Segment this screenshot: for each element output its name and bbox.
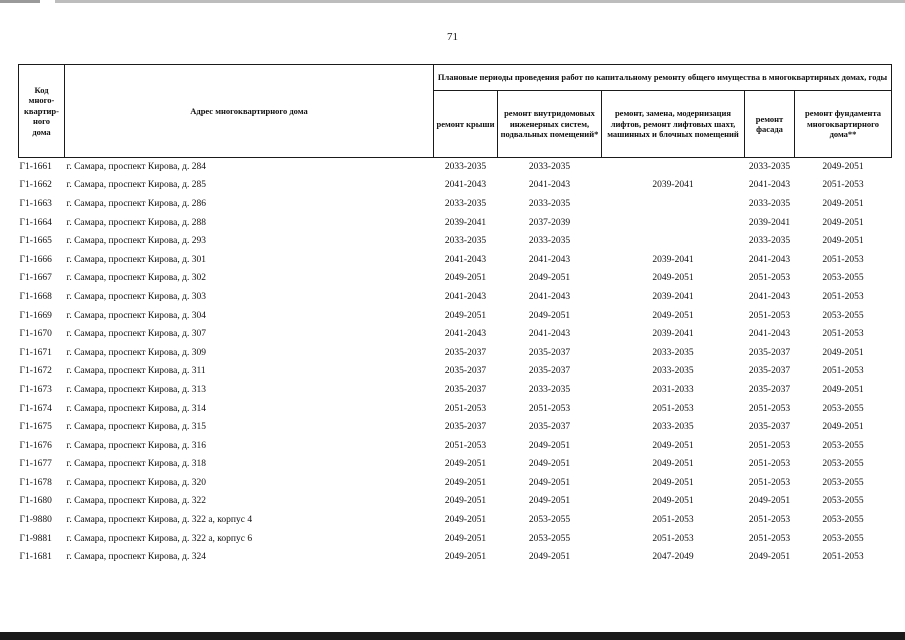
- cell-code: Г1-1665: [19, 236, 52, 247]
- cell-roof: 2049-2051: [444, 533, 487, 544]
- cell-roof: 2049-2051: [444, 552, 487, 563]
- cell-code: Г1-1677: [19, 459, 52, 470]
- cell-code: Г1-1669: [19, 310, 52, 321]
- cell-facade: 2049-2051: [748, 552, 791, 563]
- cell-systems: 2053-2055: [528, 533, 571, 544]
- cell-elevators: 2051-2053: [652, 515, 694, 526]
- cell-roof: 2033-2035: [444, 162, 487, 173]
- cell-systems: 2033-2035: [528, 162, 571, 173]
- cell-roof: 2035-2037: [444, 422, 487, 433]
- table-body: [19, 158, 892, 567]
- cell-elevators: [602, 158, 745, 177]
- cell-code: Г1-1675: [19, 422, 52, 433]
- cell-facade: 2051-2053: [748, 273, 791, 284]
- cell-code: Г1-1674: [19, 403, 52, 414]
- cell-roof: 2051-2053: [444, 440, 487, 451]
- cell-roof: 2039-2041: [444, 217, 487, 228]
- cell-facade: 2051-2053: [748, 310, 791, 321]
- table-row: [19, 548, 892, 567]
- cell-facade: 2033-2035: [748, 236, 791, 247]
- header-address: Адрес многоквартирного дома: [65, 65, 434, 158]
- cell-systems: 2041-2043: [528, 180, 571, 191]
- cell-address: г. Самара, проспект Кирова, д. 293: [66, 236, 206, 247]
- cell-address: г. Самара, проспект Кирова, д. 320: [66, 477, 206, 488]
- cell-code: Г1-9881: [19, 533, 52, 544]
- cell-systems: 2037-2039: [528, 217, 571, 228]
- cell-elevators: 2051-2053: [652, 533, 694, 544]
- cell-roof: 2035-2037: [444, 366, 487, 377]
- cell-address: г. Самара, проспект Кирова, д. 313: [66, 384, 206, 395]
- cell-address: г. Самара, проспект Кирова, д. 285: [66, 180, 206, 191]
- cell-elevators: 2039-2041: [652, 254, 694, 265]
- cell-facade: 2051-2053: [748, 459, 791, 470]
- cell-foundation: 2051-2053: [822, 180, 864, 191]
- cell-address: г. Самара, проспект Кирова, д. 302: [66, 273, 206, 284]
- cell-code: Г1-1667: [19, 273, 52, 284]
- cell-facade: 2039-2041: [748, 217, 791, 228]
- cell-elevators: [602, 195, 745, 214]
- table-row: [19, 213, 892, 232]
- header-facade: ремонт фасада: [745, 91, 795, 158]
- cell-elevators: 2047-2049: [652, 552, 694, 563]
- cell-elevators: 2049-2051: [652, 477, 694, 488]
- cell-code: Г1-9880: [19, 515, 52, 526]
- cell-roof: 2049-2051: [444, 496, 487, 507]
- cell-systems: 2033-2035: [528, 384, 571, 395]
- cell-address: г. Самара, проспект Кирова, д. 284: [66, 162, 206, 173]
- cell-roof: 2035-2037: [444, 347, 487, 358]
- cell-code: Г1-1673: [19, 384, 52, 395]
- cell-facade: 2035-2037: [748, 366, 791, 377]
- cell-foundation: 2053-2055: [822, 459, 864, 470]
- header-elevators: ремонт, замена, модернизация лифтов, ремонт лифтовых шахт, машинных и блочных помещений: [602, 91, 745, 158]
- cell-address: г. Самара, проспект Кирова, д. 311: [66, 366, 206, 377]
- cell-address: г. Самара, проспект Кирова, д. 286: [66, 198, 206, 209]
- cell-systems: 2033-2035: [528, 236, 571, 247]
- cell-systems: 2049-2051: [528, 310, 571, 321]
- cell-code: Г1-1680: [19, 496, 52, 507]
- cell-code: Г1-1661: [19, 162, 52, 173]
- cell-systems: 2053-2055: [528, 515, 571, 526]
- cell-facade: 2035-2037: [748, 347, 791, 358]
- cell-facade: 2051-2053: [748, 477, 791, 488]
- cell-systems: 2051-2053: [528, 403, 571, 414]
- header-systems: ремонт внутридомовых инженерных систем, подвальных помещений*: [498, 91, 602, 158]
- table-row: [19, 529, 892, 548]
- cell-foundation: 2053-2055: [822, 440, 864, 451]
- cell-systems: 2033-2035: [528, 198, 571, 209]
- cell-systems: 2049-2051: [528, 440, 571, 451]
- cell-systems: 2041-2043: [528, 291, 571, 302]
- cell-address: г. Самара, проспект Кирова, д. 301: [66, 254, 206, 265]
- cell-foundation: 2053-2055: [822, 403, 864, 414]
- cell-elevators: 2049-2051: [652, 310, 694, 321]
- cell-code: Г1-1664: [19, 217, 52, 228]
- cell-foundation: 2053-2055: [822, 515, 864, 526]
- cell-elevators: 2049-2051: [652, 273, 694, 284]
- top-scan-rule: [0, 0, 905, 3]
- cell-code: Г1-1662: [19, 180, 52, 191]
- cell-roof: 2049-2051: [444, 459, 487, 470]
- cell-foundation: 2049-2051: [822, 198, 864, 209]
- table-row: [19, 511, 892, 530]
- cell-foundation: 2049-2051: [822, 236, 864, 247]
- cell-elevators: 2051-2053: [652, 403, 694, 414]
- cell-facade: 2049-2051: [748, 496, 791, 507]
- table-row: [19, 343, 892, 362]
- table-row: [19, 288, 892, 307]
- cell-roof: 2041-2043: [444, 180, 487, 191]
- cell-foundation: 2053-2055: [822, 477, 864, 488]
- cell-address: г. Самара, проспект Кирова, д. 322: [66, 496, 206, 507]
- table-row: [19, 362, 892, 381]
- table-row: [19, 158, 892, 177]
- cell-address: г. Самара, проспект Кирова, д. 314: [66, 403, 206, 414]
- cell-foundation: 2051-2053: [822, 366, 864, 377]
- cell-elevators: 2033-2035: [652, 366, 694, 377]
- cell-roof: 2049-2051: [444, 477, 487, 488]
- table-row: [19, 455, 892, 474]
- cell-systems: 2035-2037: [528, 422, 571, 433]
- cell-elevators: 2049-2051: [652, 496, 694, 507]
- cell-systems: 2049-2051: [528, 459, 571, 470]
- cell-address: г. Самара, проспект Кирова, д. 304: [66, 310, 206, 321]
- header-periods-group: Плановые периоды проведения работ по капитальному ремонту общего имущества в многоквартирных домах, годы: [434, 65, 892, 91]
- cell-systems: 2035-2037: [528, 347, 571, 358]
- table-row: [19, 325, 892, 344]
- cell-roof: 2049-2051: [444, 515, 487, 526]
- cell-facade: 2051-2053: [748, 440, 791, 451]
- table-row: [19, 195, 892, 214]
- cell-facade: 2041-2043: [748, 329, 791, 340]
- header-foundation: ремонт фундамента многоквартирного дома**: [795, 91, 892, 158]
- table-row: [19, 269, 892, 288]
- cell-code: Г1-1666: [19, 254, 52, 265]
- header-code: Код много- квартир- ного дома: [19, 65, 65, 158]
- cell-foundation: 2053-2055: [822, 310, 864, 321]
- cell-address: г. Самара, проспект Кирова, д. 322 а, корпус 6: [66, 533, 253, 544]
- cell-code: Г1-1668: [19, 291, 52, 302]
- cell-facade: 2041-2043: [748, 291, 791, 302]
- cell-foundation: 2051-2053: [822, 291, 864, 302]
- table-row: [19, 399, 892, 418]
- cell-code: Г1-1678: [19, 477, 52, 488]
- cell-foundation: 2053-2055: [822, 273, 864, 284]
- cell-elevators: [602, 213, 745, 232]
- table-row: [19, 418, 892, 437]
- cell-systems: 2041-2043: [528, 329, 571, 340]
- table-row: [19, 474, 892, 493]
- cell-foundation: 2049-2051: [822, 347, 864, 358]
- cell-facade: 2051-2053: [748, 533, 791, 544]
- cell-address: г. Самара, проспект Кирова, д. 324: [66, 552, 206, 563]
- cell-roof: 2041-2043: [444, 254, 487, 265]
- cell-systems: 2035-2037: [528, 366, 571, 377]
- cell-code: Г1-1672: [19, 366, 52, 377]
- cell-foundation: 2049-2051: [822, 422, 864, 433]
- cell-roof: 2049-2051: [444, 273, 487, 284]
- header-roof: ремонт крыши: [434, 91, 498, 158]
- table-row: [19, 306, 892, 325]
- page-number: 71: [447, 31, 458, 43]
- cell-foundation: 2051-2053: [822, 329, 864, 340]
- cell-elevators: 2033-2035: [652, 422, 694, 433]
- cell-code: Г1-1670: [19, 329, 52, 340]
- cell-foundation: 2049-2051: [822, 384, 864, 395]
- cell-facade: 2051-2053: [748, 403, 791, 414]
- cell-foundation: 2049-2051: [822, 162, 864, 173]
- table-row: [19, 381, 892, 400]
- cell-facade: 2041-2043: [748, 254, 791, 265]
- table-row: [19, 492, 892, 511]
- cell-elevators: 2033-2035: [652, 347, 694, 358]
- table-row: [19, 436, 892, 455]
- cell-foundation: 2051-2053: [822, 254, 864, 265]
- cell-address: г. Самара, проспект Кирова, д. 316: [66, 440, 206, 451]
- cell-code: Г1-1676: [19, 440, 52, 451]
- cell-facade: 2033-2035: [748, 198, 791, 209]
- cell-address: г. Самара, проспект Кирова, д. 309: [66, 347, 206, 358]
- cell-systems: 2049-2051: [528, 496, 571, 507]
- cell-elevators: 2039-2041: [652, 180, 694, 191]
- table-row: [19, 176, 892, 195]
- table-row: [19, 232, 892, 251]
- cell-address: г. Самара, проспект Кирова, д. 322 а, корпус 4: [66, 515, 253, 526]
- cell-elevators: 2039-2041: [652, 329, 694, 340]
- cell-roof: 2051-2053: [444, 403, 487, 414]
- cell-facade: 2035-2037: [748, 422, 791, 433]
- cell-systems: 2049-2051: [528, 552, 571, 563]
- cell-facade: 2051-2053: [748, 515, 791, 526]
- cell-elevators: 2049-2051: [652, 440, 694, 451]
- repair-schedule-table: [18, 64, 892, 567]
- cell-address: г. Самара, проспект Кирова, д. 288: [66, 217, 206, 228]
- cell-facade: 2041-2043: [748, 180, 791, 191]
- cell-systems: 2049-2051: [528, 477, 571, 488]
- table-header: [19, 65, 892, 158]
- cell-roof: 2033-2035: [444, 236, 487, 247]
- cell-elevators: 2031-2033: [652, 384, 694, 395]
- cell-elevators: 2049-2051: [652, 459, 694, 470]
- cell-roof: 2035-2037: [444, 384, 487, 395]
- cell-roof: 2041-2043: [444, 291, 487, 302]
- cell-elevators: [602, 232, 745, 251]
- cell-foundation: 2051-2053: [822, 552, 864, 563]
- table-row: [19, 250, 892, 269]
- cell-roof: 2033-2035: [444, 198, 487, 209]
- cell-facade: 2035-2037: [748, 384, 791, 395]
- bottom-scan-rule: [0, 632, 905, 640]
- cell-code: Г1-1671: [19, 347, 52, 358]
- cell-foundation: 2049-2051: [822, 217, 864, 228]
- cell-code: Г1-1681: [19, 552, 52, 563]
- cell-code: Г1-1663: [19, 198, 52, 209]
- cell-foundation: 2053-2055: [822, 496, 864, 507]
- cell-address: г. Самара, проспект Кирова, д. 315: [66, 422, 206, 433]
- cell-systems: 2041-2043: [528, 254, 571, 265]
- cell-address: г. Самара, проспект Кирова, д. 318: [66, 459, 206, 470]
- cell-address: г. Самара, проспект Кирова, д. 307: [66, 329, 206, 340]
- cell-address: г. Самара, проспект Кирова, д. 303: [66, 291, 206, 302]
- cell-foundation: 2053-2055: [822, 533, 864, 544]
- cell-systems: 2049-2051: [528, 273, 571, 284]
- cell-roof: 2041-2043: [444, 329, 487, 340]
- cell-facade: 2033-2035: [748, 162, 791, 173]
- cell-elevators: 2039-2041: [652, 291, 694, 302]
- cell-roof: 2049-2051: [444, 310, 487, 321]
